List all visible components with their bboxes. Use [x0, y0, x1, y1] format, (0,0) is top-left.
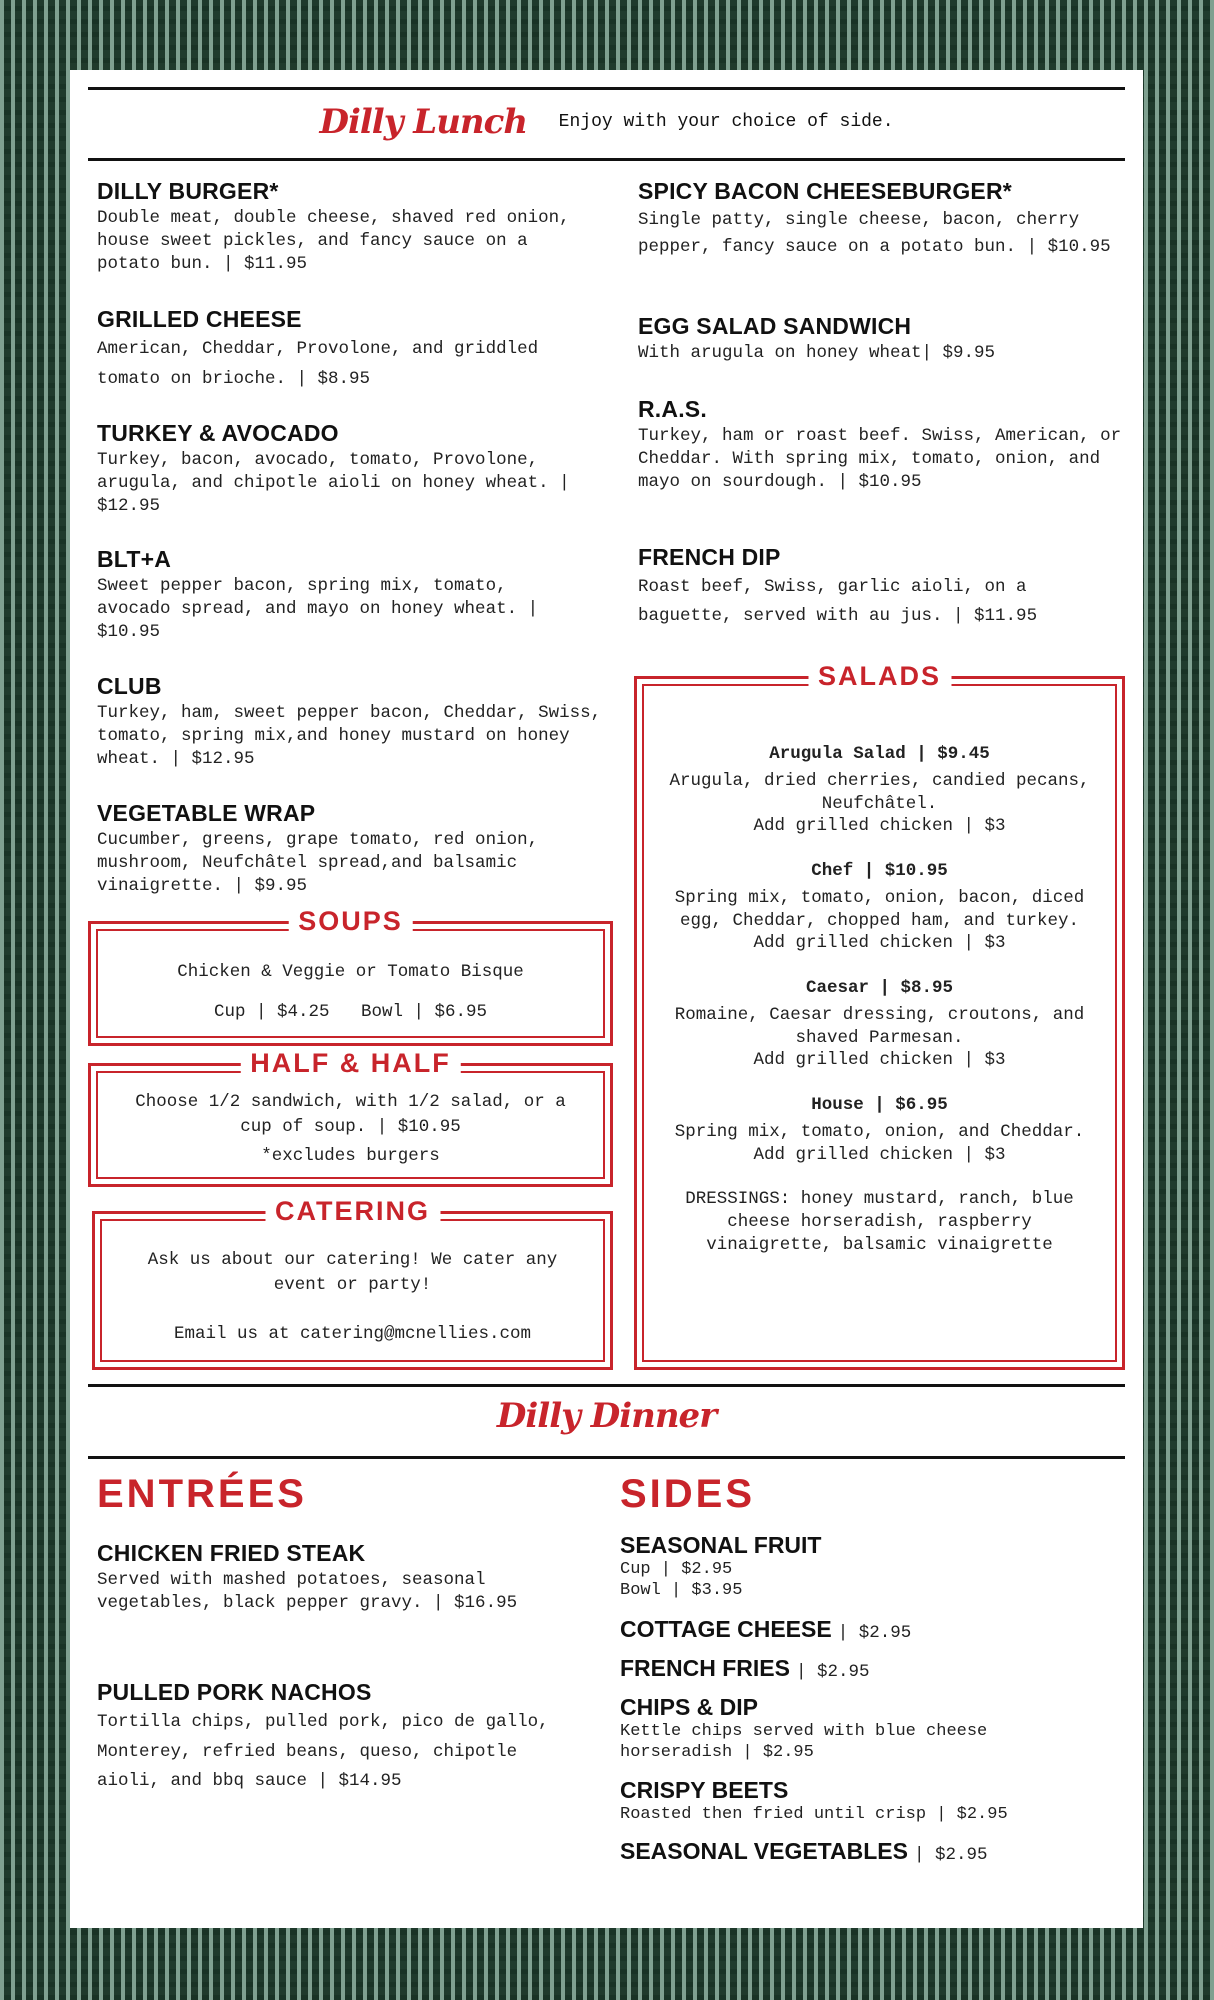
item-name: DILLY BURGER* — [97, 178, 279, 204]
item-desc: Served with mashed potatoes, seasonal vegetables, black pepper gravy. | $16.95 — [97, 1570, 518, 1614]
salad-add: Add grilled chicken | $3 — [753, 933, 1006, 954]
side-item — [620, 1838, 1060, 1865]
side-desc: Bowl | $3.95 — [620, 1581, 743, 1601]
salads-title: SALADS — [808, 659, 951, 694]
soups-line2: Cup | $4.25 Bowl | $6.95 — [213, 1002, 488, 1022]
item-desc: Cucumber, greens, grape tomato, red onion, mushroom, Neufchâtel spread,and balsamic vinaigrette. | $9.95 — [97, 830, 539, 896]
menu-item — [638, 544, 1118, 631]
side-price: | $2.95 — [913, 1845, 988, 1865]
side-name: SEASONAL FRUIT — [620, 1532, 822, 1558]
salad-item — [663, 1094, 1096, 1166]
side-name: CRISPY BEETS — [620, 1777, 789, 1803]
entree-item — [97, 1540, 597, 1615]
menu-item — [638, 313, 1118, 365]
salad-desc: Spring mix, tomato, onion, and Cheddar. — [674, 1121, 1085, 1142]
salads-list — [663, 743, 1096, 1279]
side-item — [620, 1616, 1060, 1643]
item-desc: With arugula on honey wheat| $9.95 — [638, 343, 996, 364]
catering-line1: Ask us about our catering! We cater any event or party! — [147, 1250, 558, 1296]
side-name: COTTAGE CHEESE — [620, 1616, 832, 1642]
item-desc: Double meat, double cheese, shaved red onion, house sweet pickles, and fancy sauce on a potato bun. | $11.95 — [97, 208, 570, 274]
half-line2: *excludes burgers — [261, 1146, 440, 1166]
menu-item — [97, 546, 567, 644]
sides-heading: SIDES — [620, 1472, 756, 1516]
salad-name: House | $6.95 — [811, 1095, 948, 1115]
lunch-title: Dilly Lunch — [319, 102, 528, 142]
item-desc: Sweet pepper bacon, spring mix, tomato, avocado spread, and mayo on honey wheat. | $10.95 — [97, 576, 539, 642]
side-name: SEASONAL VEGETABLES — [620, 1838, 908, 1864]
lunch-tagline: Enjoy with your choice of side. — [558, 112, 894, 132]
salad-add: Add grilled chicken | $3 — [753, 1144, 1006, 1165]
half-line1: Choose 1/2 sandwich, with 1/2 salad, or a cup of soup. | $10.95 — [135, 1092, 566, 1138]
item-name: SPICY BACON CHEESEBURGER* — [638, 178, 1012, 204]
salad-name: Arugula Salad | $9.45 — [769, 744, 990, 764]
item-name: CHICKEN FRIED STEAK — [97, 1540, 366, 1566]
soups-line1: Chicken & Veggie or Tomato Bisque — [177, 962, 524, 982]
item-desc: Tortilla chips, pulled pork, pico de gallo, Monterey, refried beans, queso, chipotle aioli, and bbq sauce | $14.95 — [97, 1712, 549, 1792]
item-name: EGG SALAD SANDWICH — [638, 313, 912, 339]
item-desc: American, Cheddar, Provolone, and griddled tomato on brioche. | $8.95 — [97, 339, 539, 390]
menu-item — [638, 178, 1118, 260]
item-name: BLT+A — [97, 546, 172, 572]
soups-title: SOUPS — [288, 904, 413, 939]
item-name: TURKEY & AVOCADO — [97, 420, 339, 446]
salad-item — [663, 860, 1096, 955]
menu-item — [97, 420, 597, 518]
dinner-top-rule — [88, 1384, 1125, 1387]
item-name: VEGETABLE WRAP — [97, 800, 316, 826]
menu-item — [638, 396, 1128, 494]
menu-page — [70, 70, 1143, 1928]
salad-item — [663, 977, 1096, 1072]
item-desc: Single patty, single cheese, bacon, cherry pepper, fancy sauce on a potato bun. | $10.95 — [638, 210, 1111, 257]
side-desc: Cup | $2.95 — [620, 1560, 733, 1579]
salad-desc: Arugula, dried cherries, candied pecans, Neufchâtel. — [669, 770, 1090, 814]
entrees-heading: ENTRÉES — [97, 1472, 307, 1516]
item-desc: Roast beef, Swiss, garlic aioli, on a baguette, served with au jus. | $11.95 — [638, 577, 1038, 627]
item-name: GRILLED CHEESE — [97, 306, 302, 332]
side-price: | $2.95 — [837, 1623, 912, 1643]
salad-add: Add grilled chicken | $3 — [753, 816, 1006, 837]
salad-name: Chef | $10.95 — [811, 861, 948, 881]
salads-box — [634, 661, 1125, 1370]
menu-item — [97, 673, 607, 771]
salad-dressings: DRESSINGS: honey mustard, ranch, blue cheese horseradish, raspberry vinaigrette, balsamic vinaigrette — [685, 1189, 1074, 1255]
side-item — [620, 1655, 1060, 1682]
salad-desc: Romaine, Caesar dressing, croutons, and shaved Parmesan. — [674, 1004, 1085, 1048]
side-desc: Kettle chips served with blue cheese horseradish | $2.95 — [620, 1722, 988, 1763]
dinner-title: Dilly Dinner — [496, 1396, 717, 1436]
catering-title: CATERING — [265, 1194, 440, 1229]
item-name: FRENCH DIP — [638, 544, 781, 570]
side-price: | $2.95 — [795, 1662, 870, 1682]
salad-item — [663, 743, 1096, 838]
side-item — [620, 1694, 1060, 1764]
salad-name: Caesar | $8.95 — [805, 978, 954, 998]
soups-box — [88, 906, 613, 1046]
lunch-header-rule — [88, 158, 1125, 161]
top-rule — [88, 87, 1125, 90]
side-name: CHIPS & DIP — [620, 1694, 759, 1720]
dinner-header — [70, 1396, 1143, 1436]
dinner-header-rule — [88, 1456, 1125, 1459]
half-title: HALF & HALF — [240, 1046, 460, 1081]
side-item — [620, 1777, 1060, 1825]
side-name: FRENCH FRIES — [620, 1655, 790, 1681]
salad-add: Add grilled chicken | $3 — [753, 1050, 1006, 1071]
item-desc: Turkey, ham or roast beef. Swiss, American, or Cheddar. With spring mix, tomato, onion, and mayo on sourdough. | $10.95 — [638, 426, 1122, 492]
catering-line2: Email us at catering@mcnellies.com — [173, 1324, 532, 1344]
half-and-half-box — [88, 1048, 613, 1187]
item-name: PULLED PORK NACHOS — [97, 1679, 372, 1705]
menu-item — [97, 306, 567, 395]
item-desc: Turkey, ham, sweet pepper bacon, Cheddar, Swiss, tomato, spring mix,and honey mustard on honey wheat. | $12.95 — [97, 703, 602, 769]
side-item — [620, 1532, 1060, 1602]
item-name: CLUB — [97, 673, 162, 699]
salad-desc: Spring mix, tomato, onion, bacon, diced egg, Cheddar, chopped ham, and turkey. — [674, 887, 1085, 931]
item-name: R.A.S. — [638, 396, 707, 422]
catering-box — [92, 1196, 613, 1370]
menu-item — [97, 178, 597, 276]
entree-item — [97, 1679, 567, 1797]
side-desc: Roasted then fried until crisp | $2.95 — [620, 1805, 1008, 1824]
menu-item — [97, 800, 587, 898]
item-desc: Turkey, bacon, avocado, tomato, Provolone, arugula, and chipotle aioli on honey wheat. | $12.95 — [97, 450, 570, 516]
lunch-header — [70, 102, 1143, 142]
